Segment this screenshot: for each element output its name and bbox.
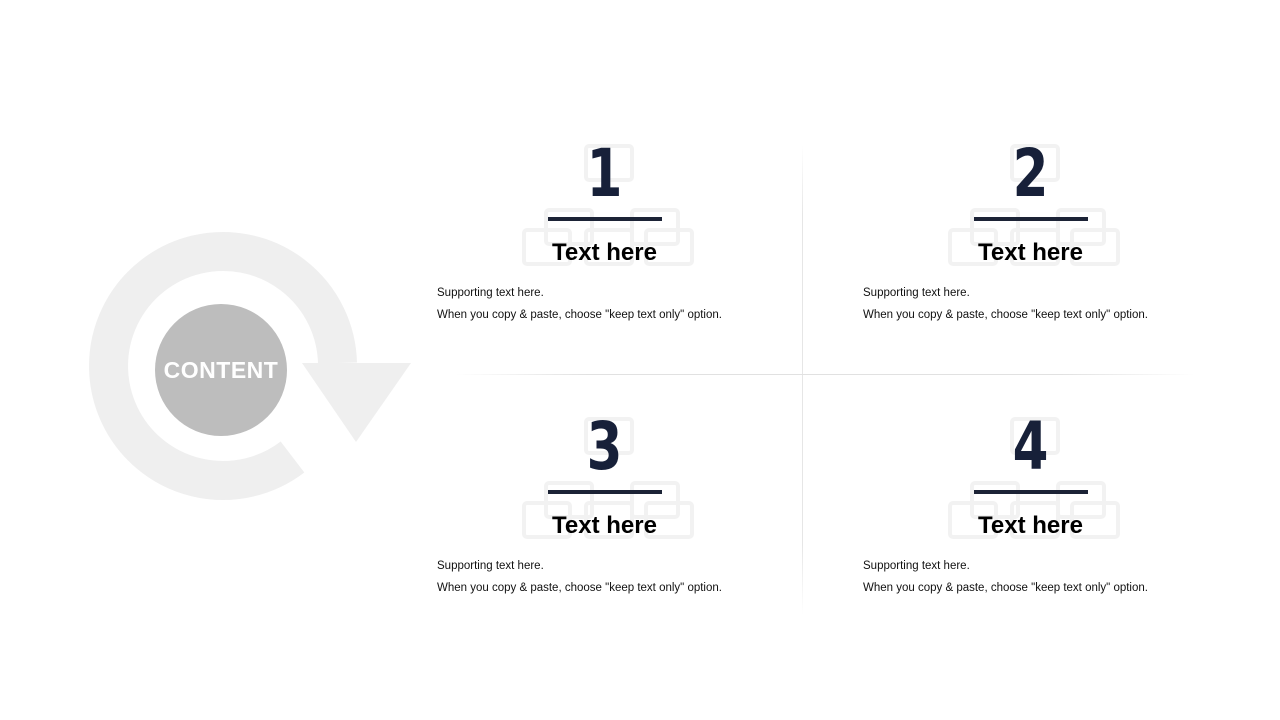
content-block-1: [437, 135, 777, 344]
block-number: 3: [586, 408, 623, 485]
number-underline: [548, 490, 662, 494]
center-label: CONTENT: [163, 356, 279, 383]
block-number: 4: [1012, 408, 1049, 485]
number-underline: [974, 217, 1088, 221]
supporting-line-1: Supporting text here.: [863, 287, 970, 299]
supporting-line-2: When you copy & paste, choose "keep text only" option.: [863, 582, 1148, 594]
content-block-2: [863, 135, 1203, 344]
content-block-4: [863, 408, 1203, 617]
block-title: Text here: [552, 512, 657, 539]
supporting-text: [437, 282, 722, 326]
horizontal-divider: [455, 374, 1195, 375]
supporting-line-1: Supporting text here.: [437, 560, 544, 572]
supporting-text: [437, 555, 722, 599]
supporting-text: [863, 555, 1148, 599]
supporting-line-2: When you copy & paste, choose "keep text only" option.: [437, 309, 722, 321]
content-block-3: [437, 408, 777, 617]
supporting-line-1: Supporting text here.: [437, 287, 544, 299]
block-title: Text here: [552, 239, 657, 266]
cycle-arrowhead: [302, 363, 411, 442]
supporting-line-2: When you copy & paste, choose "keep text only" option.: [863, 309, 1148, 321]
supporting-line-2: When you copy & paste, choose "keep text only" option.: [437, 582, 722, 594]
vertical-divider: [802, 145, 803, 615]
block-title: Text here: [978, 239, 1083, 266]
block-number: 2: [1012, 135, 1049, 212]
block-title: Text here: [978, 512, 1083, 539]
supporting-text: [863, 282, 1148, 326]
block-number: 1: [586, 135, 623, 212]
supporting-line-1: Supporting text here.: [863, 560, 970, 572]
number-underline: [548, 217, 662, 221]
number-underline: [974, 490, 1088, 494]
